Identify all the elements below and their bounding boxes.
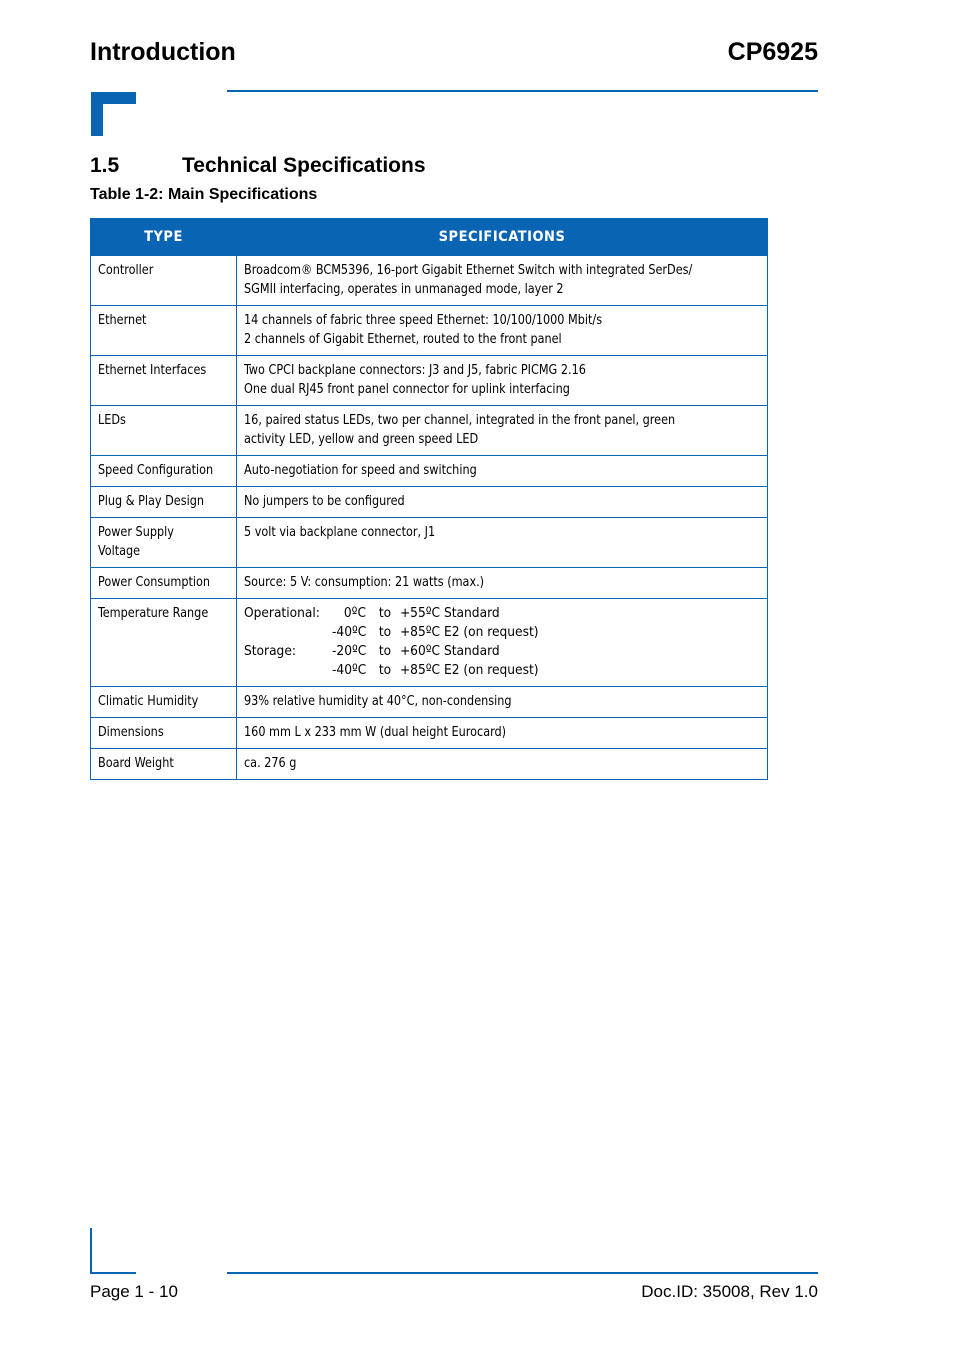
corner-mark-bottom-h	[90, 1272, 136, 1274]
spec-line: 14 channels of fabric three speed Ethernet: 10/100/1000 Mbit/s	[244, 312, 603, 328]
corner-mark-top-h	[91, 92, 136, 104]
table-caption: Table 1-2: Main Specifications	[90, 186, 318, 203]
table-row	[91, 456, 768, 487]
spec-line: Two CPCI backplane connectors: J3 and J5, fabric PICMG 2.16	[244, 362, 586, 378]
type-cell	[91, 256, 237, 306]
spec-cell	[237, 687, 768, 718]
temperature-grade: Standard	[444, 643, 500, 659]
temperature-grade: E2 (on request)	[444, 662, 539, 678]
corner-mark-bottom	[90, 1228, 92, 1274]
spec-line: 2 channels of Gigabit Ethernet, routed to the front panel	[244, 331, 562, 347]
spec-line: ca. 276 g	[244, 755, 297, 771]
product-name: CP6925	[727, 38, 818, 66]
type-line: Voltage	[98, 543, 141, 559]
spec-line: SGMII interfacing, operates in unmanaged mode, layer 2	[244, 281, 564, 297]
document-id: Doc.ID: 35008, Rev 1.0	[641, 1282, 818, 1301]
temperature-label: Operational:	[244, 605, 320, 621]
table-row	[91, 749, 768, 780]
temperature-label	[244, 661, 332, 680]
spec-cell	[237, 718, 768, 749]
header-rule	[227, 90, 818, 92]
chapter-title: Introduction	[90, 38, 236, 66]
type-label: LEDs	[98, 412, 126, 428]
spec-line: activity LED, yellow and green speed LED	[244, 431, 479, 447]
type-label: Dimensions	[98, 724, 164, 740]
type-line: Power Supply	[98, 524, 174, 540]
table-row	[91, 406, 768, 456]
spec-cell	[237, 256, 768, 306]
spec-line: Source: 5 V: consumption: 21 watts (max.)	[244, 574, 485, 590]
spec-cell	[237, 406, 768, 456]
type-cell	[91, 306, 237, 356]
type-cell	[91, 406, 237, 456]
temperature-grade: Standard	[444, 605, 500, 621]
section-number: 1.5	[90, 154, 120, 177]
spec-line: 5 volt via backplane connector, J1	[244, 524, 436, 540]
spec-cell	[237, 487, 768, 518]
spec-line: Auto-negotiation for speed and switching	[244, 462, 477, 478]
table-row	[91, 599, 768, 687]
temperature-label: Storage:	[244, 643, 296, 659]
spec-cell	[237, 749, 768, 780]
temperature-from: -40ºC	[332, 624, 367, 640]
temperature-to: to	[378, 643, 392, 659]
type-label: Ethernet	[98, 312, 147, 328]
temperature-to: to	[378, 605, 392, 621]
spec-line: 160 mm L x 233 mm W (dual height Eurocard)	[244, 724, 507, 740]
table-row	[91, 356, 768, 406]
type-label: Temperature Range	[98, 605, 209, 621]
table-row	[91, 306, 768, 356]
page-number: Page 1 - 10	[90, 1282, 178, 1301]
specifications-table	[90, 218, 768, 780]
temperature-max: +55ºC	[399, 605, 441, 621]
temperature-from: 0ºC	[343, 605, 366, 621]
type-label: Controller	[98, 262, 154, 278]
spec-cell	[237, 456, 768, 487]
type-cell	[91, 599, 237, 687]
table-row	[91, 568, 768, 599]
section-heading	[90, 154, 426, 178]
temperature-max: +60ºC	[399, 643, 441, 659]
table-header-row	[91, 219, 768, 256]
table-row	[91, 487, 768, 518]
spec-cell	[237, 306, 768, 356]
spec-cell	[237, 356, 768, 406]
table-row	[91, 687, 768, 718]
section-title: Technical Specifications	[182, 154, 426, 177]
table-row	[91, 718, 768, 749]
temperature-label	[244, 623, 332, 642]
spec-line: 16, paired status LEDs, two per channel, integrated in the front panel, green	[244, 412, 676, 428]
footer-rule	[227, 1272, 818, 1274]
spec-cell	[237, 568, 768, 599]
temperature-max: +85ºC	[399, 624, 441, 640]
spec-line: 93% relative humidity at 40°C, non-condensing	[244, 693, 512, 709]
table-row	[91, 256, 768, 306]
temperature-max: +85ºC	[399, 662, 441, 678]
type-label: Board Weight	[98, 755, 174, 771]
type-cell	[91, 456, 237, 487]
type-cell	[91, 518, 237, 568]
temperature-grid	[244, 604, 760, 680]
type-label: Plug & Play Design	[98, 493, 205, 509]
type-label: Speed Configuration	[98, 462, 214, 478]
type-label: Climatic Humidity	[98, 693, 199, 709]
temperature-from: -20ºC	[332, 643, 367, 659]
type-cell	[91, 749, 237, 780]
column-header-type: TYPE	[91, 219, 237, 256]
temperature-to: to	[378, 662, 392, 678]
spec-line: Broadcom® BCM5396, 16-port Gigabit Ethernet Switch with integrated SerDes/	[244, 262, 693, 278]
type-cell	[91, 687, 237, 718]
spec-cell	[237, 599, 768, 687]
spec-cell	[237, 518, 768, 568]
type-cell	[91, 487, 237, 518]
temperature-to: to	[378, 624, 392, 640]
type-cell	[91, 568, 237, 599]
type-label: Ethernet Interfaces	[98, 362, 207, 378]
table-row	[91, 518, 768, 568]
type-cell	[91, 356, 237, 406]
type-cell	[91, 718, 237, 749]
type-label: Power Consumption	[98, 574, 211, 590]
spec-line: One dual RJ45 front panel connector for uplink interfacing	[244, 381, 570, 397]
spec-line: No jumpers to be configured	[244, 493, 405, 509]
temperature-grade: E2 (on request)	[444, 624, 539, 640]
column-header-specifications: SPECIFICATIONS	[237, 219, 768, 256]
temperature-from: -40ºC	[332, 662, 367, 678]
